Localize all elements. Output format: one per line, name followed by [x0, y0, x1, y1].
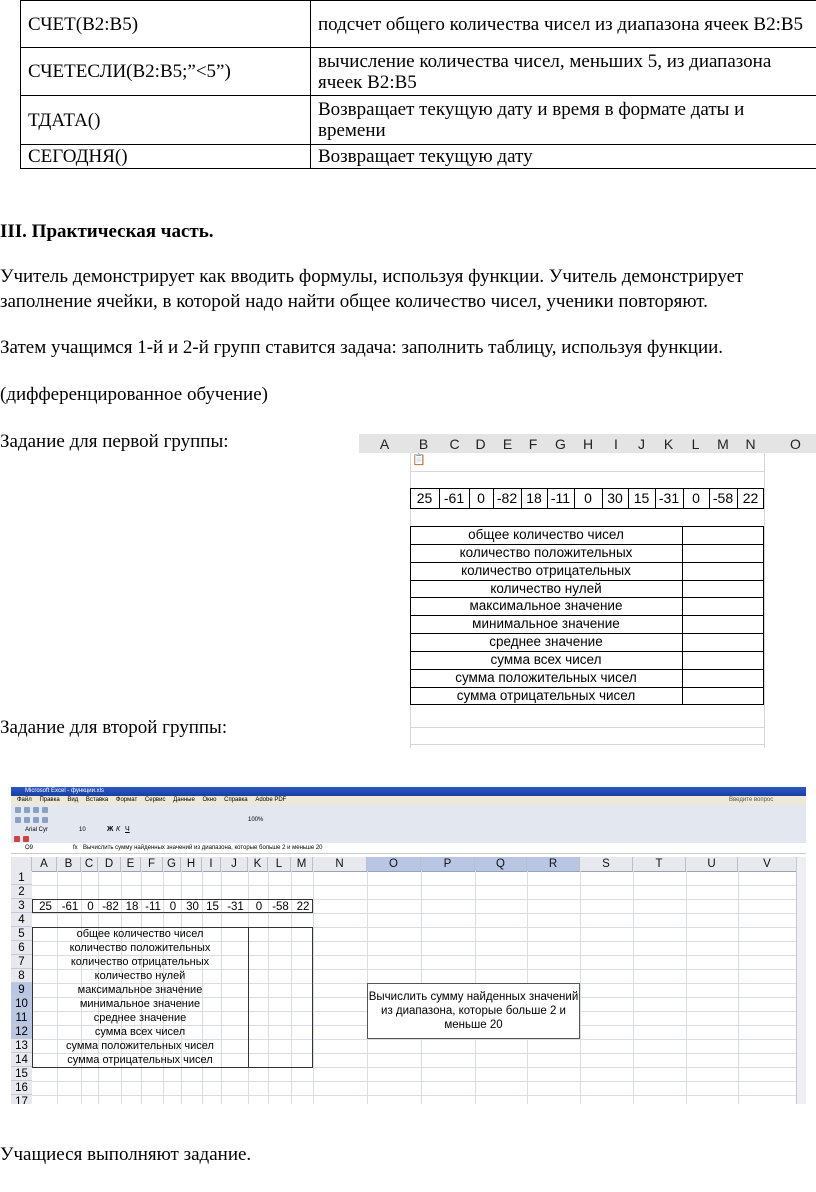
number-cell: 0	[477, 490, 485, 506]
task-label[interactable]: количество нулей	[94, 970, 186, 982]
save-icon[interactable]	[33, 807, 39, 813]
menu-item-data[interactable]: Данные	[173, 797, 195, 803]
row-header[interactable]: 14	[11, 1053, 32, 1067]
formula-bar	[11, 843, 806, 854]
row-header[interactable]: 15	[11, 1067, 32, 1081]
column-header: C	[449, 436, 460, 452]
number-cell: 0	[584, 490, 592, 506]
number-cell: -11	[550, 490, 571, 506]
task-label[interactable]: сумма положительных чисел	[66, 1040, 214, 1052]
column-header: L	[691, 436, 700, 452]
function-name: СЧЕТЕСЛИ(B2:B5;”<5”)	[21, 48, 311, 96]
column-header: A	[379, 436, 390, 452]
window-title: Microsoft Excel - функции.xls	[25, 788, 104, 794]
pdf-icon[interactable]	[14, 836, 20, 842]
row-header[interactable]: 9	[11, 983, 32, 997]
task-label: сумма всех чисел	[490, 652, 602, 667]
number-cell: 22	[742, 490, 759, 506]
task-first-group: Задание для первой группы:	[0, 431, 229, 452]
column-header: H	[582, 436, 594, 452]
number-cell[interactable]: -31	[227, 901, 244, 913]
number-cell: -61	[443, 490, 465, 506]
name-box[interactable]: O9	[25, 845, 34, 851]
help-question-box[interactable]: Введите вопрос	[729, 797, 774, 803]
paste-options-icon: 📋	[412, 454, 426, 466]
function-name: СЕГОДНЯ()	[21, 145, 311, 169]
row-header[interactable]: 6	[11, 941, 32, 955]
column-header: F	[528, 436, 538, 452]
column-header[interactable]: K	[248, 857, 268, 871]
row-header[interactable]: 7	[11, 955, 32, 969]
menu-item-view[interactable]: Вид	[67, 797, 79, 803]
task-note-box[interactable]	[367, 983, 580, 1039]
number-cell: 30	[607, 490, 623, 506]
column-header[interactable]: T	[633, 857, 686, 871]
paragraph-line: Учитель демонстрирует как вводить формулы, используя функции. Учитель демонстрирует	[0, 266, 744, 287]
column-header: B	[418, 436, 429, 452]
number-cell: -82	[496, 490, 518, 506]
note-line: из диапазона, которые больше 2 и	[381, 1005, 566, 1017]
column-header: M	[717, 436, 729, 452]
note-line: Вычислить сумму найденных значений	[368, 991, 579, 1003]
column-header[interactable]: C	[81, 857, 98, 871]
number-cell: 0	[692, 490, 700, 506]
formula-fx-icon[interactable]: fx	[73, 845, 78, 851]
task-label[interactable]: минимальное значение	[79, 998, 201, 1010]
number-cell[interactable]: 25	[39, 901, 52, 913]
table-row	[21, 96, 816, 145]
menu-item-file[interactable]: Файл	[17, 797, 32, 803]
task-label[interactable]: среднее значение	[93, 1012, 187, 1024]
table-row	[21, 1, 816, 48]
column-header[interactable]: B	[57, 857, 81, 871]
excel-window	[11, 787, 806, 1104]
menu-item-adobe-pdf[interactable]: Adobe PDF	[255, 797, 287, 803]
function-name: СЧЕТ(B2:B5)	[21, 1, 311, 48]
select-all-corner[interactable]	[11, 857, 32, 871]
column-header: O	[790, 436, 801, 452]
menu-item-window[interactable]: Окно	[202, 797, 217, 803]
number-cell: 18	[526, 490, 542, 506]
task-label[interactable]: количество отрицательных	[70, 956, 210, 968]
row-header[interactable]: 1	[11, 871, 32, 885]
task-label: сумма положительных чисел	[455, 670, 637, 685]
functions-table	[20, 0, 816, 169]
menu-item-format[interactable]: Формат	[115, 797, 138, 803]
column-header[interactable]: U	[686, 857, 738, 871]
menu-item-insert[interactable]: Вставка	[85, 797, 109, 803]
row-header[interactable]: 5	[11, 927, 32, 941]
column-header[interactable]: O	[367, 857, 421, 871]
column-header[interactable]: Q	[475, 857, 527, 871]
column-header[interactable]: A	[32, 857, 57, 871]
open-icon[interactable]	[24, 807, 30, 813]
menu-item-edit[interactable]: Правка	[39, 797, 60, 803]
row-header[interactable]: 10	[11, 997, 32, 1011]
vertical-scrollbar[interactable]	[796, 857, 806, 1104]
column-header-row	[11, 857, 806, 872]
row-header[interactable]: 17	[11, 1095, 32, 1104]
task-label[interactable]: сумма всех чисел	[94, 1026, 186, 1038]
number-cell: 15	[633, 490, 650, 506]
column-header: J	[638, 436, 645, 452]
number-cell: 25	[416, 490, 433, 506]
function-description: вычисление количества чисел, меньших 5, из диапазона ячеек B2:B5	[311, 48, 816, 96]
section-heading: III. Практическая часть.	[0, 221, 214, 242]
column-header[interactable]: V	[738, 857, 797, 871]
column-header[interactable]: F	[141, 857, 163, 871]
row-header[interactable]: 11	[11, 1011, 32, 1025]
column-header[interactable]: M	[291, 857, 313, 871]
row-header[interactable]: 8	[11, 969, 32, 983]
cut-icon[interactable]	[15, 817, 21, 823]
menu-bar	[11, 796, 806, 805]
task-label[interactable]: количество положительных	[69, 942, 211, 954]
function-description: Возвращает текущую дату	[311, 145, 816, 169]
column-header[interactable]: N	[313, 857, 367, 871]
number-cell[interactable]: 15	[206, 901, 219, 913]
task-label: сумма отрицательных чисел	[456, 688, 636, 703]
font-size-select[interactable]: 10	[79, 827, 86, 833]
row-header[interactable]: 3	[11, 899, 32, 913]
task-second-group: Задание для второй группы:	[0, 717, 228, 738]
numbers-row	[32, 899, 313, 913]
column-header[interactable]: E	[121, 857, 141, 871]
font-name-select[interactable]: Arial Cyr	[25, 827, 49, 833]
number-cell[interactable]: -11	[145, 901, 161, 913]
row-header[interactable]: 2	[11, 885, 32, 899]
number-cell: -31	[658, 490, 680, 506]
number-cell[interactable]: 22	[296, 901, 310, 913]
bold-icon[interactable]: Ж	[107, 826, 114, 833]
column-header: N	[745, 436, 756, 452]
number-cell[interactable]: 30	[186, 901, 199, 913]
task-label: количество положительных	[459, 545, 633, 560]
paragraph: Затем учащимся 1-й и 2-й групп ставится задача: заполнить таблицу, используя функции.	[0, 337, 724, 358]
number-cell[interactable]: -61	[61, 901, 79, 913]
pdf-icon[interactable]	[23, 836, 29, 842]
number-cell[interactable]: 0	[255, 901, 263, 913]
column-header: E	[502, 436, 513, 452]
function-description: подсчет общего количества чисел из диапазона ячеек B2:B5	[311, 1, 816, 48]
print-icon[interactable]	[42, 807, 48, 813]
menu-item-tools[interactable]: Сервис	[144, 797, 166, 803]
column-header: K	[663, 436, 674, 452]
column-header[interactable]: G	[163, 857, 181, 871]
column-header[interactable]: J	[221, 857, 248, 871]
paste-icon[interactable]	[33, 817, 39, 823]
paragraph: (дифференцированное обучение)	[0, 384, 268, 405]
copy-icon[interactable]	[24, 817, 30, 823]
row-header[interactable]: 4	[11, 913, 32, 927]
task-label: общее количество чисел	[468, 527, 624, 542]
column-header: I	[614, 436, 618, 452]
task-label[interactable]: сумма отрицательных чисел	[67, 1054, 213, 1066]
undo-icon[interactable]	[42, 817, 48, 823]
column-header: D	[475, 436, 486, 452]
column-header[interactable]: L	[268, 857, 291, 871]
menu-item-help[interactable]: Справка	[224, 797, 248, 803]
table-row	[21, 48, 816, 96]
function-name: ТДАТА()	[21, 96, 311, 145]
italic-icon[interactable]: К	[116, 826, 121, 833]
column-header: G	[555, 436, 566, 452]
task-label: количество отрицательных	[461, 563, 631, 578]
new-icon[interactable]	[15, 807, 21, 813]
paragraph-final: Учащиеся выполняют задание.	[0, 1144, 252, 1165]
column-header[interactable]: D	[98, 857, 121, 871]
column-header[interactable]: I	[202, 857, 221, 871]
table-row	[21, 145, 816, 169]
row-header[interactable]: 16	[11, 1081, 32, 1095]
number-cell[interactable]: -82	[102, 901, 119, 913]
number-cell: -58	[712, 490, 734, 506]
column-header[interactable]: R	[527, 857, 580, 871]
column-header[interactable]: S	[580, 857, 633, 871]
number-cell[interactable]: -58	[272, 901, 289, 913]
window-titlebar	[11, 787, 806, 796]
task-label: количество нулей	[490, 581, 602, 596]
underline-icon[interactable]: Ч	[125, 826, 130, 833]
note-line: меньше 20	[444, 1019, 503, 1031]
task-label[interactable]: общее количество чисел	[76, 928, 204, 940]
paragraph-line: заполнение ячейки, в которой надо найти общее количество чисел, ученики повторяют.	[0, 291, 708, 312]
formula-input[interactable]: Вычислить сумму найденных значений из диапазона, которые больше 2 и меньше 20	[83, 845, 323, 851]
task-label[interactable]: максимальное значение	[77, 984, 203, 996]
column-header[interactable]: P	[421, 857, 475, 871]
number-cell[interactable]: 0	[87, 901, 94, 913]
column-header[interactable]: H	[181, 857, 202, 871]
number-cell[interactable]: 18	[125, 901, 139, 913]
zoom-select[interactable]: 100%	[248, 817, 264, 823]
task-label: максимальное значение	[469, 598, 623, 613]
function-description: Возвращает текущую дату и время в формате даты и времени	[311, 96, 816, 145]
task-label: среднее значение	[489, 634, 603, 649]
number-cell[interactable]: 0	[169, 901, 177, 913]
task-label: минимальное значение	[472, 616, 620, 631]
row-header[interactable]: 13	[11, 1039, 32, 1053]
row-header[interactable]: 12	[11, 1025, 32, 1039]
